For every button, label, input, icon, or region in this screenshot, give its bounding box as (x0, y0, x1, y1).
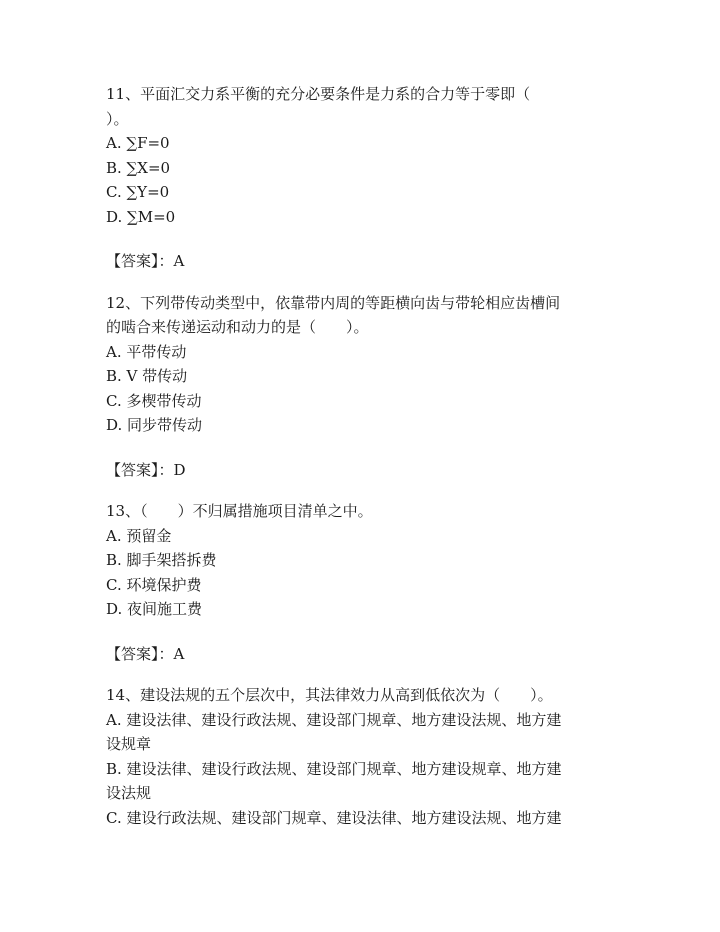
answer-line: 【答案】：A (106, 644, 185, 663)
question-13 (106, 499, 606, 666)
option-b: B. ∑X=0 (106, 158, 171, 177)
option-b: B. 脚手架搭拆费 (106, 551, 217, 569)
option-d: D. 同步带传动 (106, 416, 203, 434)
question-text: 11、平面汇交力系平衡的充分必要条件是力系的合力等于零即（ (106, 85, 531, 103)
question-14 (106, 683, 606, 830)
question-text: 14、建设法规的五个层次中，其法律效力从高到低依次为（ ）。 (106, 686, 553, 704)
question-11 (106, 82, 606, 274)
document-page (106, 82, 606, 830)
question-text: 13、（ ）不归属措施项目清单之中。 (106, 502, 373, 520)
option-a: A. 平带传动 (106, 342, 187, 361)
option-c: C. 环境保护费 (106, 575, 202, 594)
option-b-continued: 设法规 (106, 784, 152, 802)
option-d: D. ∑M=0 (106, 207, 176, 226)
option-a-continued: 设规章 (106, 735, 152, 753)
question-text: ）。 (106, 109, 129, 128)
answer-line: 【答案】：D (106, 460, 186, 479)
answer-line: 【答案】：A (106, 252, 185, 270)
question-text: 12、下列带传动类型中，依靠带内周的等距横向齿与带轮相应齿槽间 (106, 293, 561, 312)
option-a: A. ∑F=0 (106, 134, 170, 152)
option-c: C. ∑Y=0 (106, 183, 170, 201)
question-text: 的啮合来传递运动和动力的是（ ）。 (106, 318, 369, 336)
option-b: B. 建设法律、建设行政法规、建设部门规章、地方建设规章、地方建 (106, 759, 562, 778)
question-12 (106, 291, 606, 483)
option-c: C. 建设行政法规、建设部门规章、建设法律、地方建设法规、地方建 (106, 808, 562, 827)
option-a: A. 预留金 (106, 526, 172, 545)
option-d: D. 夜间施工费 (106, 600, 203, 618)
option-b: B. V 带传动 (106, 367, 188, 385)
option-a: A. 建设法律、建设行政法规、建设部门规章、地方建设法规、地方建 (106, 710, 562, 729)
option-c: C. 多楔带传动 (106, 391, 202, 410)
